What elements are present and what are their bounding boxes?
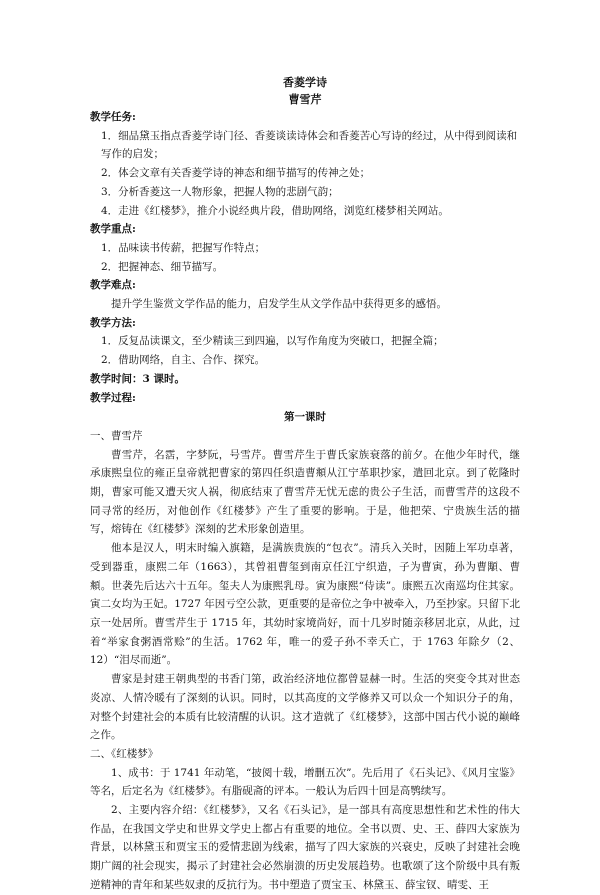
task-item: 3．分析香菱这一人物形象，把握人物的悲剧气韵； bbox=[101, 185, 339, 198]
part1-paragraph: 他本是汉人，明末时编入旗籍，是满族贵族的“包衣”。清兵入关时，因随上军功卓著，受到器重，康熙二年（1663），其曾祖曹玺到南京任江宁织造，子为曹寅，孙为曹顒、曹頫。世袭先后达六十五年。玺夫人为康熙乳母。寅为康熙“侍读”。康熙五次南巡均住其家。寅二女均为王妃。1727 年因亏空公款，更重要的是帝位之争中被牵入，乃至抄家。只留下北京一处居所。曹雪芹生于 1715 年，其幼时家境尚好，而十几岁时随亲移居北京，从此，过着“举家食粥酒常赊”的生活。1762 年，唯一的爱子孙不幸夭亡，于 1763 年除夕（2、12）“泪尽而逝”。 bbox=[90, 542, 520, 667]
part2-paragraph: 2、主要内容介绍：《红楼梦》，又名《石头记》，是一部具有高度思想性和艺术性的伟大作品，在我国文学史和世界文学史上都占有重要的地位。全书以贾、史、王、薛四大家族为背景，以林黛玉和贾宝玉的爱情悲剧为线索，描写了四大家族的兴衰史，反映了封建社会晚期广阔的社会现实，揭示了封建社会必然崩溃的历史发展趋势。也歌颂了这个阶级中具有叛逆精神的青年和某些奴隶的反抗行为。书中塑造了贾宝玉、林黛玉、薛宝钗、晴雯、王 bbox=[90, 804, 520, 891]
part1-heading: 一、曹雪芹 bbox=[90, 429, 143, 442]
methods-heading: 教学方法: bbox=[90, 316, 136, 329]
method-item: 2．借助网络，自主、合作、探究。 bbox=[101, 354, 266, 367]
key-point-item: 1．品味读书传薪，把握写作特点； bbox=[101, 241, 266, 254]
difficulty-heading: 教学难点: bbox=[90, 279, 136, 292]
teaching-time: 教学时间：3 课时。 bbox=[90, 372, 185, 385]
document-title: 香菱学诗 bbox=[283, 76, 327, 89]
document-body bbox=[90, 74, 520, 895]
key-point-item: 2．把握神态、细节描写。 bbox=[101, 260, 224, 273]
task-item: 2．体会文章有关香菱学诗的神态和细节描写的传神之处； bbox=[101, 167, 371, 180]
part1-paragraph: 曹家是封建王朝典型的书香门第，政治经济地位都曾显赫一时。生活的突变令其对世态炎凉、人情冷暖有了深刻的认识。同时，以其高度的文学修养又可以众一个知识分子的角，对整个封建社会的本质有比较清醒的认识。这才造就了《红楼梦》，这部中国古代小说的巅峰之作。 bbox=[90, 673, 520, 742]
key-points-heading: 教学重点: bbox=[90, 223, 136, 236]
tasks-heading: 教学任务: bbox=[90, 111, 136, 123]
document-author: 曹雪芹 bbox=[288, 93, 322, 106]
task-item: 4．走进《红楼梦》，推介小说经典片段，借助网络，浏览红楼梦相关网站。 bbox=[101, 204, 449, 217]
part1-paragraph: 曹雪芹，名霑，字梦阮，号雪芹。曹雪芹生于曹氏家族衰落的前夕。在他少年时代，继承康熙皇位的雍正皇帝就把曹家的第四任织造曹頫从江宁革职抄家，遣回北京。到了乾隆时期，曹家可能又遭天灾人祸，彻底结束了曹雪芹无忧无虑的贵公子生活，而曹雪芹的这段不同寻常的经历，对他创作《红楼梦》产生了重要的影响。于是，他把荣、宁贵族生活的描写，熔铸在《红楼梦》深刻的艺术形象创造里。 bbox=[90, 448, 520, 536]
part2-heading: 二、《红楼梦》 bbox=[90, 747, 159, 760]
process-heading: 教学过程: bbox=[90, 391, 136, 404]
task-item: 1．细品黛玉指点香菱学诗门径、香菱谈读诗体会和香菱苦心写诗的经过，从中得到阅读和写作的启发； bbox=[101, 129, 518, 161]
method-item: 1．反复品读课文，至少精读三到四遍，以写作角度为突破口，把握全篇； bbox=[101, 335, 444, 348]
difficulty-text: 提升学生鉴赏文学作品的能力，启发学生从文学作品中获得更多的感悟。 bbox=[111, 298, 447, 311]
lesson-title: 第一课时 bbox=[284, 411, 326, 424]
part2-paragraph: 1、成书：于 1741 年动笔，“披阅十载，增删五次”。先后用了《石头记》、《风月宝鉴》等名，后定名为《红楼梦》。有脂砚斋的评本。一般认为后四十回是高鹗续写。 bbox=[90, 766, 520, 798]
